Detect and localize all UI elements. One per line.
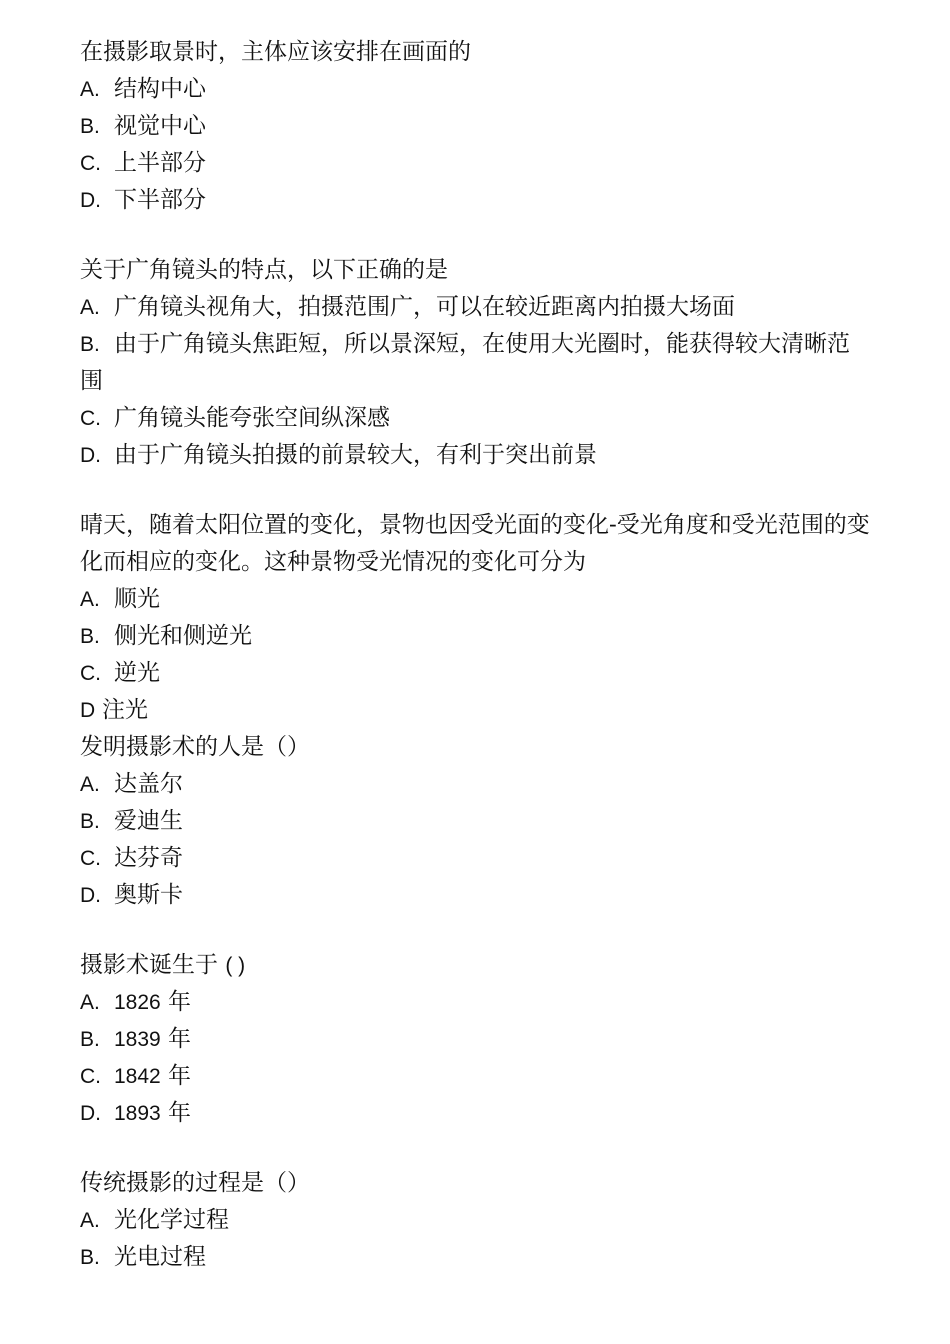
option-b [80, 326, 870, 400]
option-text: 逆光 [114, 660, 160, 686]
blank-line [80, 219, 870, 252]
option-text: 广角镜头能夸张空间纵深感 [114, 405, 390, 431]
option-d [80, 1095, 870, 1132]
option-text: 视觉中心 [114, 113, 206, 139]
option-year: 1826 [114, 991, 161, 1014]
blank-line [80, 914, 870, 947]
option-c [80, 655, 870, 692]
option-d [80, 437, 870, 474]
option-text: 上半部分 [114, 150, 206, 176]
option-b [80, 1021, 870, 1058]
option-b [80, 108, 870, 145]
option-text: 达盖尔 [114, 771, 183, 797]
blank-line [80, 474, 870, 507]
option-text: 下半部分 [114, 187, 206, 213]
option-text: 奥斯卡 [114, 882, 183, 908]
option-key: B. [80, 625, 100, 648]
question-stem: 传统摄影的过程是（） [80, 1170, 310, 1196]
option-key: B. [80, 1246, 100, 1269]
option-year: 1839 [114, 1028, 161, 1051]
option-text: 达芬奇 [114, 845, 183, 871]
question-4 [80, 729, 870, 914]
option-unit: 年 [168, 989, 192, 1015]
option-key: A. [80, 773, 100, 796]
option-key: D [80, 699, 96, 722]
option-key: B. [80, 115, 100, 138]
option-a [80, 984, 870, 1021]
option-year: 1842 [114, 1065, 161, 1088]
option-a [80, 71, 870, 108]
option-text: 由于广角镜头焦距短，所以景深短，在使用大光圈时，能获得较大清晰范围 [80, 331, 850, 394]
option-a [80, 1202, 870, 1239]
question-1 [80, 34, 870, 219]
question-stem: 关于广角镜头的特点，以下正确的是 [80, 257, 448, 283]
option-d [80, 182, 870, 219]
question-stem-text: 摄影术诞生于 [80, 952, 218, 978]
option-key: A. [80, 991, 100, 1014]
option-key: A. [80, 1209, 100, 1232]
question-stem: 在摄影取景时，主体应该安排在画面的 [80, 39, 471, 65]
option-c [80, 840, 870, 877]
option-key: C. [80, 847, 101, 870]
option-text: 光电过程 [114, 1244, 206, 1270]
option-d [80, 692, 870, 729]
question-3 [80, 507, 870, 729]
option-a [80, 766, 870, 803]
option-text: 侧光和侧逆光 [114, 623, 252, 649]
option-text: 广角镜头视角大，拍摄范围广，可以在较近距离内拍摄大场面 [114, 294, 735, 320]
option-key: C. [80, 662, 101, 685]
option-key: C. [80, 152, 101, 175]
question-stem [80, 947, 870, 984]
option-a [80, 289, 870, 326]
option-text: 由于广角镜头拍摄的前景较大，有利于突出前景 [114, 442, 597, 468]
option-key: A. [80, 296, 100, 319]
option-key: D. [80, 1102, 101, 1125]
option-text: 光化学过程 [114, 1207, 229, 1233]
option-year: 1893 [114, 1102, 161, 1125]
option-key: D. [80, 884, 101, 907]
option-c [80, 400, 870, 437]
document-page [80, 34, 870, 1276]
option-text: 结构中心 [114, 76, 206, 102]
option-text: 顺光 [114, 586, 160, 612]
option-text: 注光 [102, 697, 148, 723]
question-6 [80, 1165, 870, 1276]
option-b [80, 1239, 870, 1276]
option-key: B. [80, 810, 100, 833]
option-c [80, 145, 870, 182]
question-stem: 晴天，随着太阳位置的变化，景物也因受光面的变化-受光角度和受光范围的变化而相应的变化。这种景物受光情况的变化可分为 [80, 512, 870, 575]
option-text: 爱迪生 [114, 808, 183, 834]
option-key: C. [80, 1065, 101, 1088]
option-key: A. [80, 78, 100, 101]
question-stem: 发明摄影术的人是（） [80, 734, 310, 760]
option-c [80, 1058, 870, 1095]
option-key: B. [80, 1028, 100, 1051]
option-unit: 年 [168, 1026, 192, 1052]
question-2 [80, 252, 870, 474]
option-unit: 年 [168, 1100, 192, 1126]
blank-line [80, 1132, 870, 1165]
option-key: D. [80, 444, 101, 467]
option-key: D. [80, 189, 101, 212]
option-key: A. [80, 588, 100, 611]
question-5 [80, 947, 870, 1132]
option-a [80, 581, 870, 618]
option-b [80, 618, 870, 655]
option-b [80, 803, 870, 840]
answer-parentheses: ( ) [225, 954, 246, 977]
option-key: C. [80, 407, 101, 430]
option-key: B. [80, 333, 100, 356]
option-d [80, 877, 870, 914]
option-unit: 年 [168, 1063, 192, 1089]
